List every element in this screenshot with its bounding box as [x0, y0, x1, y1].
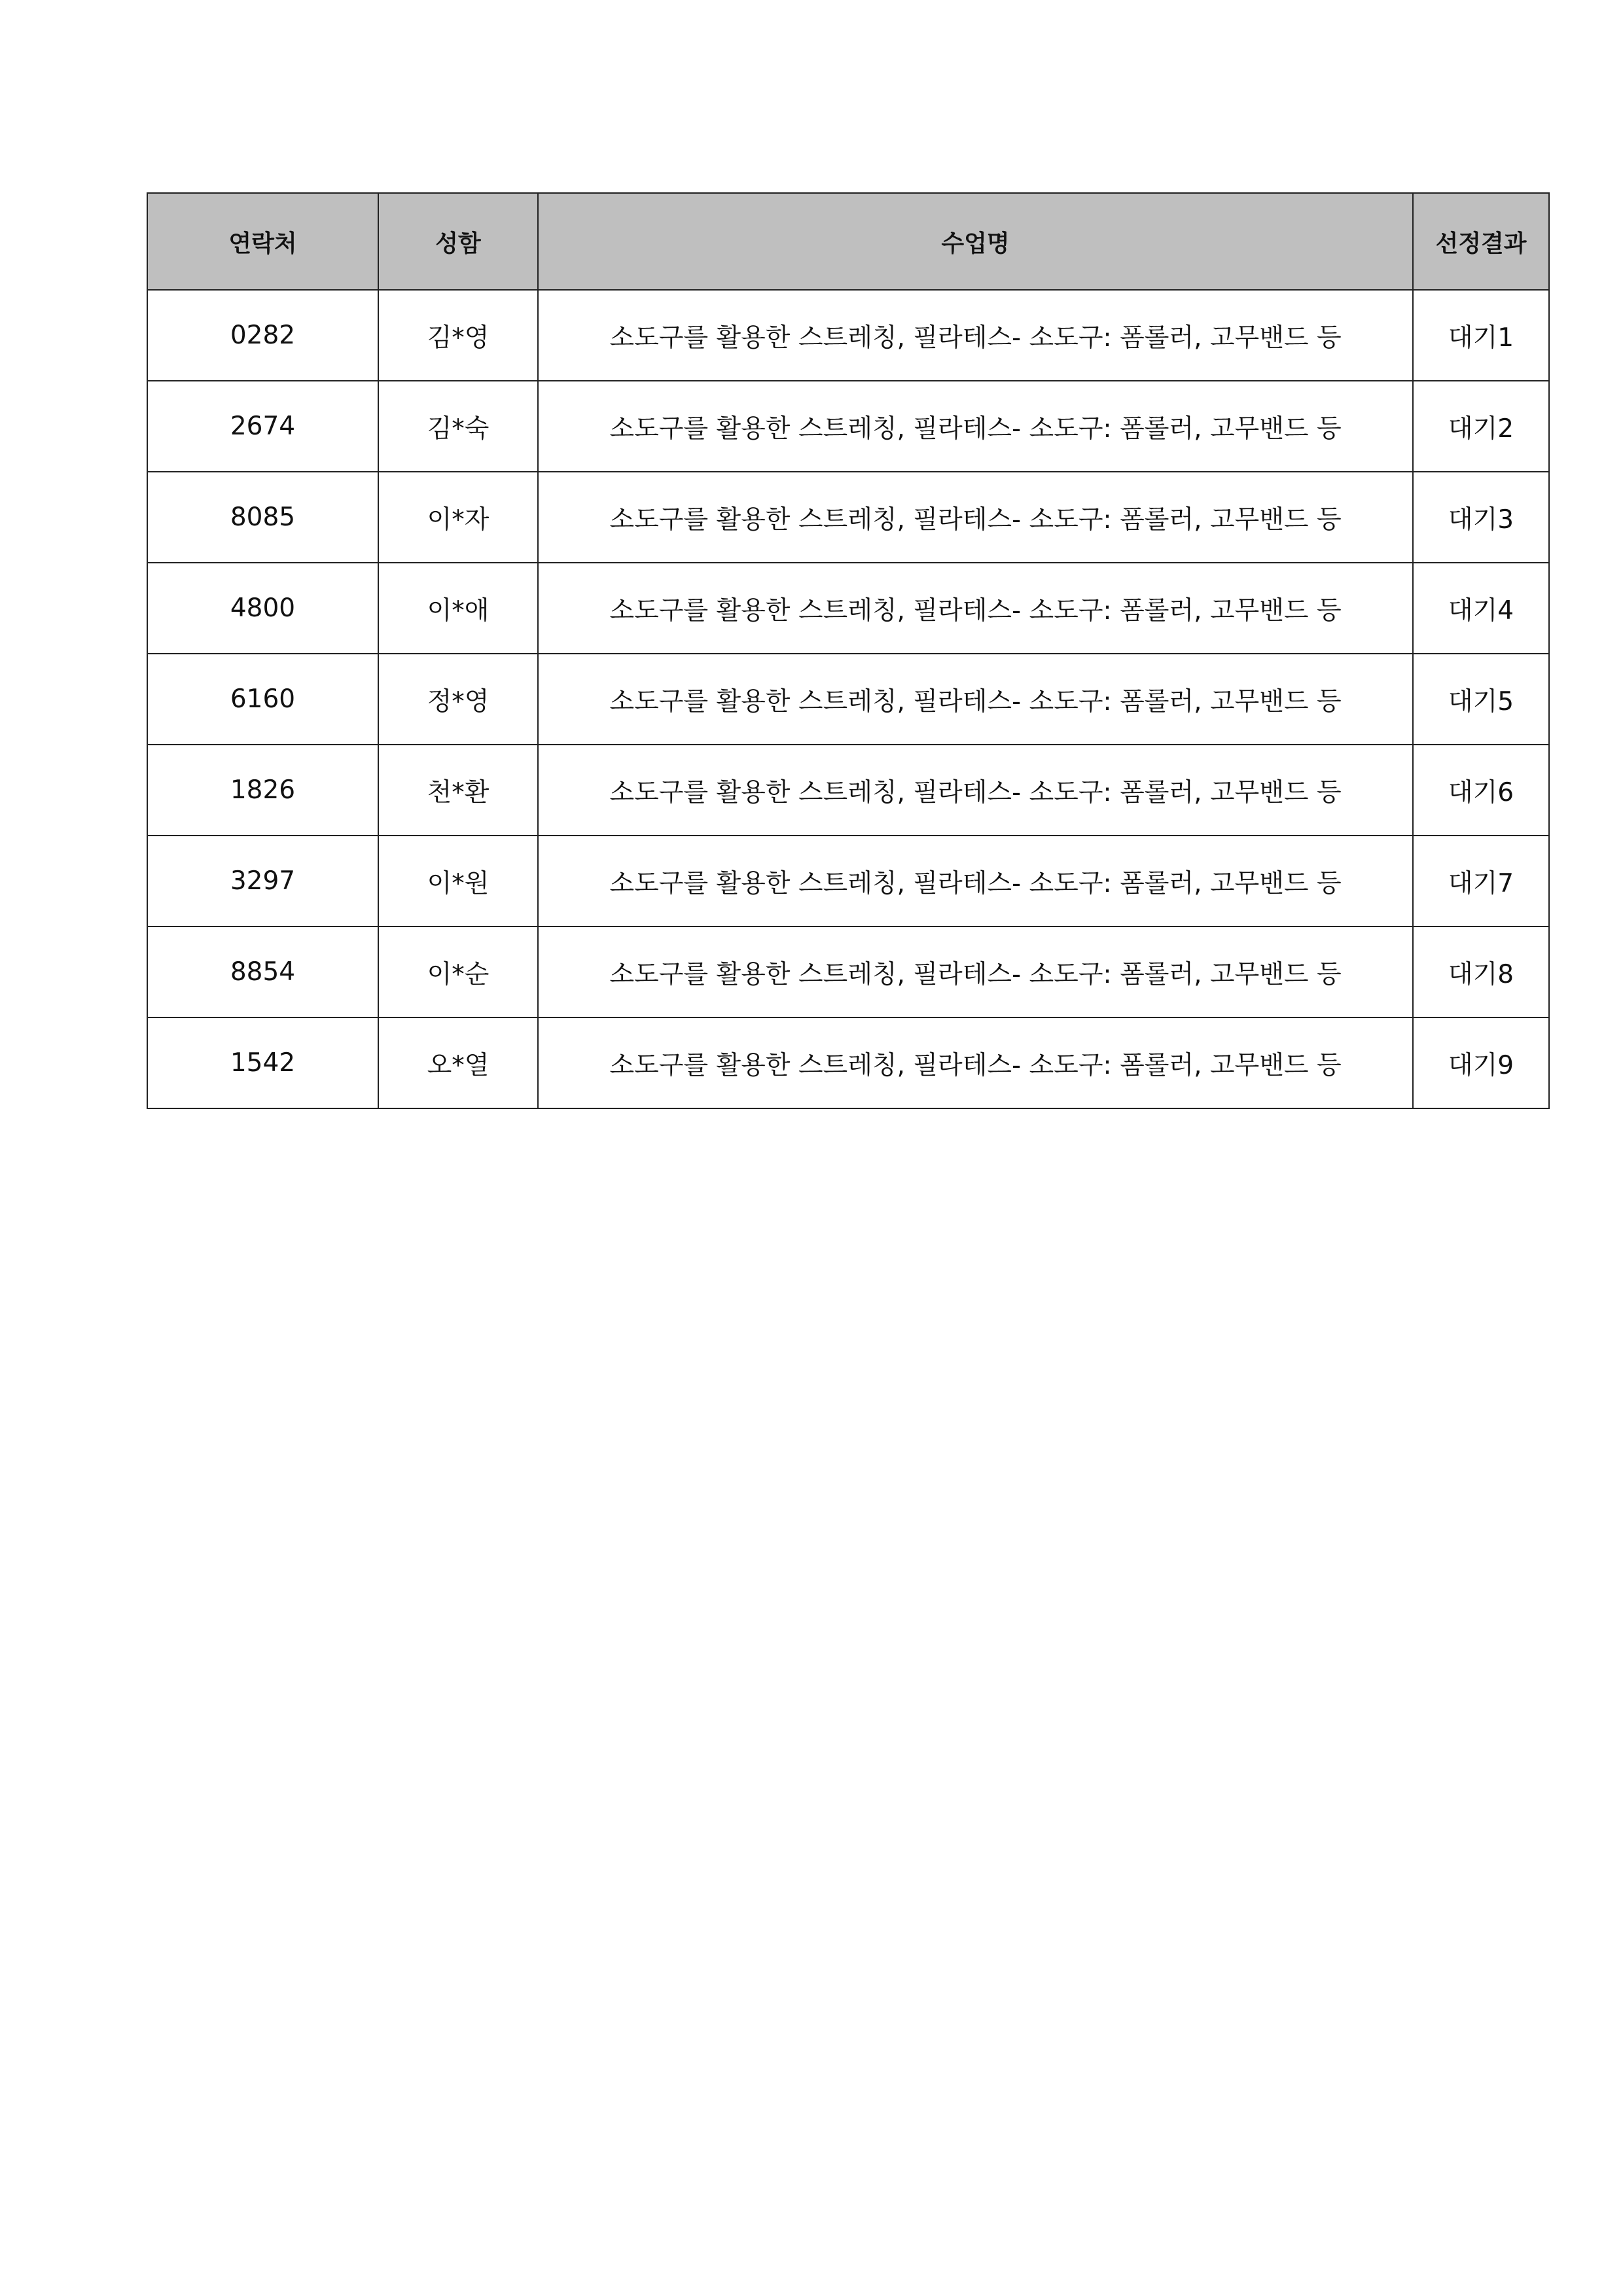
- header-result: 선정결과: [1413, 193, 1549, 290]
- cell-result: 대기3: [1413, 472, 1549, 563]
- waitlist-table: [147, 192, 1550, 1109]
- cell-name: 이*애: [378, 563, 538, 654]
- cell-contact: 8085: [147, 472, 378, 563]
- cell-result: 대기2: [1413, 381, 1549, 472]
- table-row: [147, 563, 1549, 654]
- cell-name: 김*영: [378, 290, 538, 381]
- cell-result: 대기8: [1413, 927, 1549, 1017]
- cell-result: 대기1: [1413, 290, 1549, 381]
- table-row: [147, 290, 1549, 381]
- cell-name: 오*열: [378, 1017, 538, 1108]
- cell-contact: 8854: [147, 927, 378, 1017]
- cell-contact: 2674: [147, 381, 378, 472]
- cell-class-name: 소도구를 활용한 스트레칭, 필라테스- 소도구: 폼롤러, 고무밴드 등: [538, 654, 1413, 745]
- cell-contact: 3297: [147, 836, 378, 927]
- cell-class-name: 소도구를 활용한 스트레칭, 필라테스- 소도구: 폼롤러, 고무밴드 등: [538, 472, 1413, 563]
- table-body: [147, 290, 1549, 1108]
- cell-name: 이*원: [378, 836, 538, 927]
- cell-name: 이*자: [378, 472, 538, 563]
- table-row: [147, 1017, 1549, 1108]
- cell-name: 천*환: [378, 745, 538, 836]
- table-row: [147, 654, 1549, 745]
- cell-class-name: 소도구를 활용한 스트레칭, 필라테스- 소도구: 폼롤러, 고무밴드 등: [538, 563, 1413, 654]
- cell-class-name: 소도구를 활용한 스트레칭, 필라테스- 소도구: 폼롤러, 고무밴드 등: [538, 836, 1413, 927]
- cell-result: 대기9: [1413, 1017, 1549, 1108]
- header-class-name: 수업명: [538, 193, 1413, 290]
- cell-contact: 1542: [147, 1017, 378, 1108]
- header-name: 성함: [378, 193, 538, 290]
- cell-class-name: 소도구를 활용한 스트레칭, 필라테스- 소도구: 폼롤러, 고무밴드 등: [538, 1017, 1413, 1108]
- table-row: [147, 472, 1549, 563]
- cell-result: 대기5: [1413, 654, 1549, 745]
- table-row: [147, 836, 1549, 927]
- cell-name: 이*순: [378, 927, 538, 1017]
- header-row: [147, 193, 1549, 290]
- table-row: [147, 381, 1549, 472]
- cell-class-name: 소도구를 활용한 스트레칭, 필라테스- 소도구: 폼롤러, 고무밴드 등: [538, 381, 1413, 472]
- cell-class-name: 소도구를 활용한 스트레칭, 필라테스- 소도구: 폼롤러, 고무밴드 등: [538, 745, 1413, 836]
- table-row: [147, 927, 1549, 1017]
- header-contact: 연락처: [147, 193, 378, 290]
- table-row: [147, 745, 1549, 836]
- cell-contact: 1826: [147, 745, 378, 836]
- cell-class-name: 소도구를 활용한 스트레칭, 필라테스- 소도구: 폼롤러, 고무밴드 등: [538, 290, 1413, 381]
- cell-name: 김*숙: [378, 381, 538, 472]
- cell-result: 대기6: [1413, 745, 1549, 836]
- cell-contact: 0282: [147, 290, 378, 381]
- cell-name: 정*영: [378, 654, 538, 745]
- table-header: [147, 193, 1549, 290]
- cell-contact: 6160: [147, 654, 378, 745]
- cell-class-name: 소도구를 활용한 스트레칭, 필라테스- 소도구: 폼롤러, 고무밴드 등: [538, 927, 1413, 1017]
- cell-contact: 4800: [147, 563, 378, 654]
- cell-result: 대기7: [1413, 836, 1549, 927]
- cell-result: 대기4: [1413, 563, 1549, 654]
